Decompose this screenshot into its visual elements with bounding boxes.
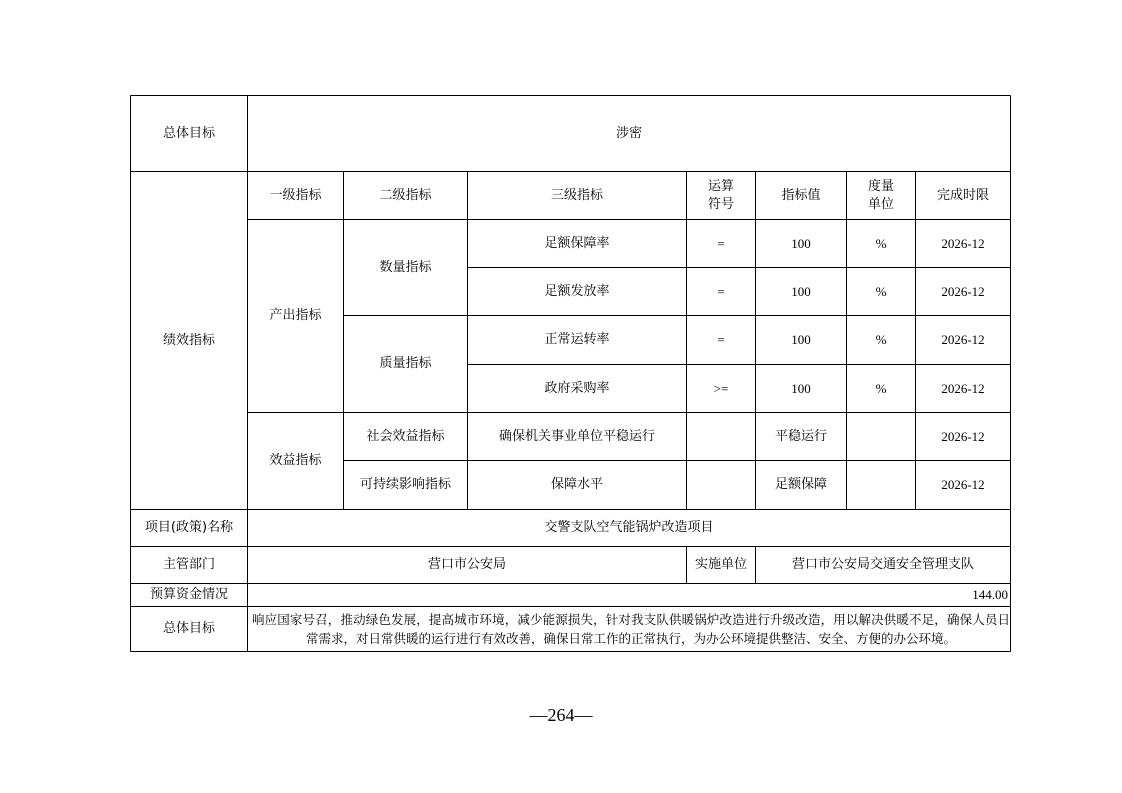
header-level3: 三级指标 [550, 187, 603, 203]
row-value: 100 [791, 235, 811, 251]
performance-label: 绩效指标 [162, 332, 215, 348]
header-deadline: 完成时限 [936, 187, 989, 203]
row-op [687, 461, 755, 509]
overall-goal-value-top: 涉密 [615, 125, 642, 141]
row-l3: 足额保障率 [544, 235, 610, 251]
row-op: = [717, 283, 725, 299]
row-deadline: 2026-12 [941, 332, 985, 347]
budget-value: 144.00 [972, 587, 1008, 602]
row-l3: 政府采购率 [544, 380, 610, 396]
header-unit: 度量 单位 [867, 178, 894, 212]
row-op: = [717, 235, 725, 251]
row-l3: 确保机关事业单位平稳运行 [498, 428, 655, 444]
row-unit: % [875, 283, 887, 299]
row-l3: 足额发放率 [544, 283, 610, 299]
level2-sustainable: 可持续影响指标 [359, 477, 451, 492]
level1-output: 产出指标 [269, 308, 322, 323]
project-name-value: 交警支队空气能锅炉改造项目 [544, 520, 714, 535]
impl-label: 实施单位 [694, 557, 747, 572]
dept-label: 主管部门 [162, 557, 215, 572]
row-value: 平稳运行 [774, 428, 827, 444]
row-deadline: 2026-12 [941, 428, 985, 444]
row-value: 足额保障 [774, 477, 827, 492]
row-op: = [717, 332, 725, 347]
row-unit: % [875, 235, 887, 251]
row-unit: % [875, 380, 887, 396]
row-op [687, 413, 755, 460]
row-deadline: 2026-12 [941, 283, 985, 299]
overall-goal-label-top: 总体目标 [162, 125, 215, 141]
impl-value: 营口市公安局交通安全管理支队 [791, 557, 974, 572]
row-unit: % [875, 332, 887, 347]
dept-value: 营口市公安局 [427, 557, 506, 572]
goal-value: 响应国家号召，推动绿色发展，提高城市环境，减少能源损失，针对我支队供暖锅炉改造进行升级改造，用以解决供暖不足，确保人员日常需求，对日常供暖的运行进行有效改善，确保日常工作的正常执行，为办公环境提供整洁、安全、方便的办公环境。 [252, 612, 1010, 646]
row-l3: 保障水平 [550, 477, 603, 492]
level2-social: 社会效益指标 [366, 428, 445, 444]
level2-quantity: 数量指标 [379, 259, 432, 275]
level1-benefit: 效益指标 [269, 453, 322, 468]
header-level2: 二级指标 [379, 187, 432, 203]
row-value: 100 [791, 283, 811, 299]
goal-label: 总体目标 [162, 621, 215, 636]
project-name-label: 项目(政策)名称 [144, 520, 234, 535]
row-op: >= [713, 380, 729, 396]
row-deadline: 2026-12 [941, 477, 985, 492]
page-number: —264— [529, 705, 593, 725]
budget-label: 预算资金情况 [149, 587, 228, 602]
level2-quality: 质量指标 [379, 356, 432, 371]
row-l3: 正常运转率 [544, 332, 610, 347]
header-level1: 一级指标 [269, 187, 322, 203]
row-unit [847, 461, 915, 509]
header-value: 指标值 [781, 187, 821, 203]
header-operator: 运算 符号 [707, 178, 734, 212]
row-deadline: 2026-12 [941, 380, 985, 396]
row-value: 100 [791, 380, 811, 396]
row-value: 100 [791, 332, 811, 347]
row-unit [847, 413, 915, 460]
row-deadline: 2026-12 [941, 235, 985, 251]
